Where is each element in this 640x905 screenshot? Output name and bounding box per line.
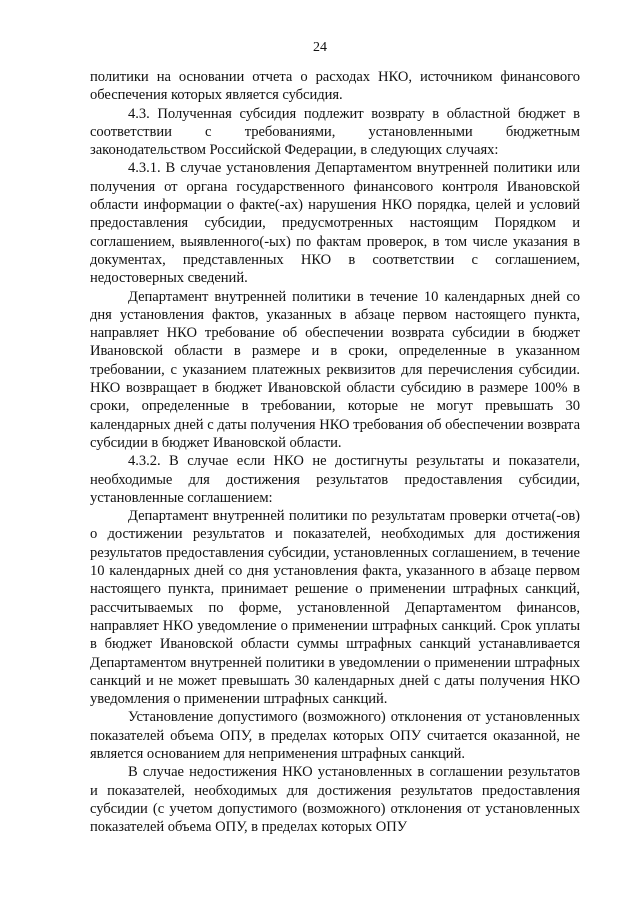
paragraph: 4.3.2. В случае если НКО не достигнуты результаты и показатели, необходимые для достижения результатов предоставления субсидии, установленные соглашением: bbox=[90, 453, 580, 506]
paragraph: Установление допустимого (возможного) отклонения от установленных показателей объема ОПУ, в пределах которых ОПУ считается оказанной, не является основанием для неприменения штрафных санкций. bbox=[90, 709, 580, 762]
paragraph: В случае недостижения НКО установленных в соглашении результатов и показателей, необходимых для достижения результатов предоставления субсидии (с учетом допустимого (возможного) отклонения от установленных показателей объема ОПУ, в пределах которых ОПУ bbox=[90, 764, 580, 836]
page-number: 24 bbox=[313, 40, 327, 55]
paragraph: политики на основании отчета о расходах НКО, источником финансового обеспечения которых является субсидия. bbox=[90, 69, 580, 104]
paragraph: 4.3.1. В случае установления Департаментом внутренней политики или получения от органа государственного финансового контроля Ивановской области информации о факте(-ах) нарушения НКО порядка, целей и условий предоставления субсидии, предусмотренных настоящим Порядком и соглашением, выявленного(-ых) по фактам проверок, в том числе указания в документах, представленных НКО в соответствии с соглашением, недостоверных сведений. bbox=[90, 160, 580, 287]
paragraph: 4.3. Полученная субсидия подлежит возврату в областной бюджет в соответствии с требованиями, установленными бюджетным законодательством Российской Федерации, в следующих случаях: bbox=[90, 105, 580, 159]
document-body bbox=[90, 68, 580, 836]
paragraph: Департамент внутренней политики по результатам проверки отчета(-ов) о достижении результатов и показателей, необходимых для достижения результатов предоставления субсидии, установленных соглашением, в течение 10 календарных дней со дня установления факта, указанного в абзаце первом настоящего пункта, принимает решение о применении штрафных санкций, рассчитываемых по форме, установленной Департаментом финансов, направляет НКО уведомление о применении штрафных санкций. Срок уплаты в бюджет Ивановской области суммы штрафных санкций устанавливается Департаментом внутренней политики в уведомлении о применении штрафных санкций и не может превышать 30 календарных дней с даты получения НКО уведомления о применении штрафных санкций. bbox=[90, 508, 580, 708]
paragraph: Департамент внутренней политики в течение 10 календарных дней со дня установления фактов, указанных в абзаце первом настоящего пункта, направляет НКО требование об обеспечении возврата субсидии в бюджет Ивановской области в размере и в сроки, определенные в указанном требовании, с указанием платежных реквизитов для перечисления субсидии. НКО возвращает в бюджет Ивановской области субсидию в размере 100% в сроки, определенные в требовании, которые не могут превышать 30 календарных дней с даты получения НКО требования об обеспечении возврата субсидии в бюджет Ивановской области. bbox=[90, 288, 580, 451]
